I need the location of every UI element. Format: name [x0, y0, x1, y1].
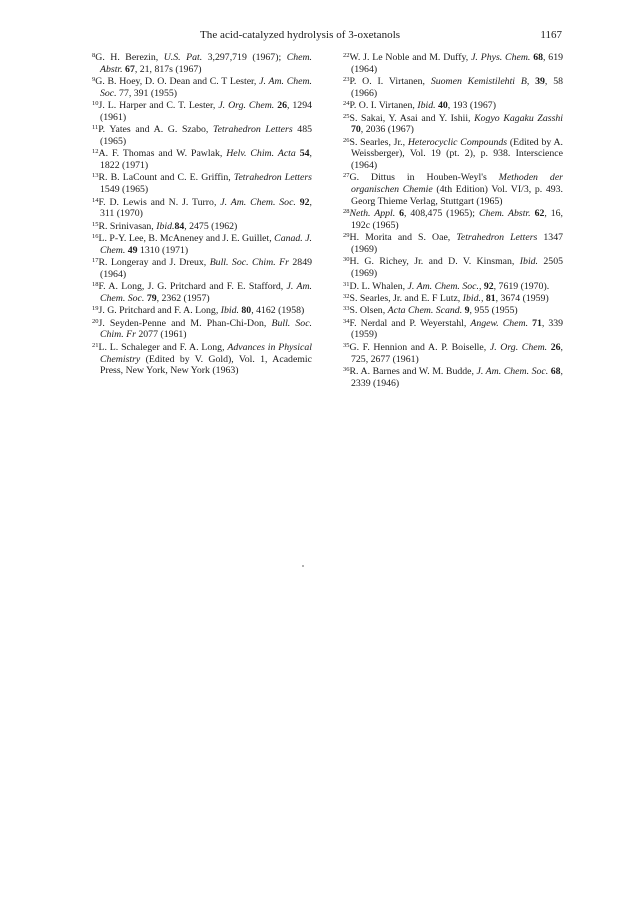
reference-title: J. Am. Chem. Soc. [476, 365, 549, 377]
reference-number: 10 [92, 100, 99, 108]
reference-text: W. J. Le Noble and M. Duffy, [349, 52, 472, 63]
reference-item [92, 257, 312, 280]
reference-title: Kogyo Kagaku Zasshi [474, 112, 563, 124]
reference-item [343, 100, 563, 112]
reference-number: 27 [343, 172, 350, 180]
reference-text: 1347 (1969) [351, 232, 563, 256]
reference-volume: 67 [125, 63, 135, 75]
reference-text: P. O. I. Virtanen, [349, 76, 431, 88]
reference-number: 32 [343, 292, 350, 300]
reference-title: Canad. J. Chem. [100, 233, 313, 256]
reference-text: S. Olsen, [349, 305, 388, 317]
reference-text: , 955 (1955) [469, 305, 518, 317]
reference-volume: 49 [127, 244, 138, 256]
reference-title: Ibid. [220, 305, 239, 317]
reference-title: Chem. Abstr. [100, 52, 312, 75]
reference-text: R. B. LaCount and C. E. Griffin, [98, 172, 234, 184]
reference-item [343, 52, 563, 75]
reference-item [92, 52, 312, 75]
reference-text: , 2362 (1957) [156, 292, 210, 304]
reference-title: Methoden der organischen Chemie [351, 172, 563, 196]
reference-number: 36 [343, 365, 350, 373]
reference-title: Tetrahedron Letters [213, 124, 293, 136]
reference-text: , 408,475 (1965); [404, 208, 479, 220]
reference-text: A. F. Thomas and W. Pawlak, [98, 148, 227, 160]
reference-text: , 1294 (1961) [100, 100, 313, 123]
reference-number: 31 [343, 280, 350, 288]
reference-item [343, 342, 563, 365]
reference-text: (Edited by V. Gold), Vol. 1, Academic Press, New York, New York (1963) [100, 353, 312, 377]
reference-text: , 311 (1970) [100, 196, 312, 220]
reference-text: , [526, 76, 536, 88]
references-left-column [92, 52, 312, 378]
reference-text: 485 (1965) [100, 124, 312, 147]
reference-volume: 6 [399, 208, 405, 220]
reference-text: 2077 (1961) [135, 329, 187, 341]
reference-item [343, 113, 563, 136]
reference-text: 3,297,719 (1967); [202, 52, 287, 63]
reference-number: 20 [92, 317, 99, 325]
reference-title: Heterocyclic Compounds [407, 136, 508, 148]
reference-title: J. Am. Chem. Soc. [220, 196, 296, 208]
reference-volume: 70 [351, 124, 361, 136]
reference-text: H. G. Richey, Jr. and D. V. Kinsman, [349, 256, 520, 268]
reference-volume: 9 [464, 305, 470, 317]
reference-number: 18 [92, 281, 99, 289]
reference-text: G. H. Berezin, [95, 52, 164, 63]
reference-number: 34 [343, 317, 350, 325]
reference-number: 30 [343, 256, 350, 264]
reference-text: , 619 (1964) [351, 52, 563, 75]
reference-item [92, 124, 312, 147]
reference-number: 14 [92, 196, 99, 204]
reference-text: P. Yates and A. G. Szabo, [98, 124, 214, 136]
reference-text: J. L. Harper and C. T. Lester, [98, 100, 219, 112]
reference-number: 35 [343, 341, 350, 349]
reference-title: Ibid. [417, 100, 436, 112]
reference-title: J. Phys. Chem. [471, 52, 531, 63]
reference-item [343, 305, 563, 317]
reference-title: U.S. Pat. [163, 52, 203, 63]
reference-item [343, 76, 563, 99]
reference-item [343, 256, 563, 279]
reference-text: R. Longeray and J. Dreux, [98, 257, 210, 269]
reference-number: 12 [92, 148, 99, 156]
reference-number: 11 [92, 124, 99, 132]
reference-text: S. Searles, Jr., [349, 136, 408, 148]
reference-title: Angew. Chem. [470, 317, 529, 329]
reference-item [92, 233, 312, 256]
reference-title: Advances in Physical Chemistry [100, 341, 312, 365]
reference-number: 25 [343, 112, 350, 120]
reference-title: Bull. Soc. Chim. Fr [100, 317, 312, 341]
reference-text: G. Dittus in Houben-Weyl's [349, 172, 499, 184]
reference-text: G. F. Hennion and A. P. Boiselle, [349, 341, 490, 353]
reference-number: 15 [92, 220, 99, 228]
reference-item [92, 197, 312, 220]
reference-volume: 68 [550, 365, 561, 377]
reference-title: Ibid. [156, 220, 175, 232]
reference-item [92, 305, 312, 317]
reference-title: Ibid. [519, 256, 539, 268]
reference-volume: 80 [241, 305, 252, 317]
reference-volume: 92 [483, 280, 494, 292]
reference-text: P. O. I. Virtanen, [349, 100, 418, 112]
reference-item [343, 208, 563, 231]
reference-item [92, 281, 312, 304]
reference-text: , 4162 (1958) [251, 305, 305, 317]
reference-item [343, 293, 563, 305]
reference-item [92, 318, 312, 341]
reference-text: 77, 391 (1955) [116, 87, 178, 99]
reference-text: H. Morita and S. Oae, [349, 232, 457, 244]
reference-volume: 26 [550, 341, 561, 353]
reference-text: S. Searles, Jr. and E. F Lutz, [349, 292, 463, 304]
reference-number: 22 [343, 52, 350, 59]
reference-text: J. G. Pritchard and F. A. Long, [98, 305, 221, 317]
reference-text: R. Srinivasan, [98, 220, 157, 232]
reference-text: G. B. Hoey, D. O. Dean and C. T Lester, [95, 76, 260, 88]
reference-title: J. Org. Chem. [489, 341, 548, 353]
reference-item [92, 100, 312, 123]
reference-volume: 68 [533, 52, 543, 63]
reference-text: , 339 (1959) [351, 317, 564, 341]
reference-text: F. Nerdal and P. Weyerstahl, [349, 317, 471, 329]
reference-number: 26 [343, 136, 350, 144]
reference-text: , 193 (1967) [447, 100, 496, 112]
reference-title: Neth. Appl. [349, 208, 396, 220]
reference-number: 21 [92, 341, 99, 349]
reference-number: 23 [343, 76, 350, 84]
reference-text: , 2339 (1946) [351, 365, 563, 389]
reference-number: 16 [92, 233, 99, 241]
reference-text: 2849 (1964) [100, 257, 312, 280]
reference-title: Chem. Abstr. [478, 208, 531, 220]
reference-item [343, 172, 563, 207]
reference-item [92, 342, 312, 377]
reference-volume: 84 [174, 220, 185, 232]
reference-number: 17 [92, 257, 99, 265]
reference-text: , 21, 817s (1967) [134, 63, 202, 75]
reference-text: L. L. Schaleger and F. A. Long, [98, 341, 228, 353]
reference-item [343, 366, 563, 389]
reference-title: J. Org. Chem. [218, 100, 275, 112]
reference-title: Acta Chem. Scand. [387, 305, 463, 317]
reference-title: J. Am. Chem. Soc. [407, 280, 479, 292]
reference-item [92, 76, 312, 99]
reference-title: Helv. Chim. Acta [226, 148, 296, 160]
reference-volume: 81 [485, 292, 496, 304]
reference-volume: 54 [299, 148, 310, 160]
reference-item [343, 137, 563, 172]
reference-item [92, 172, 312, 195]
reference-text: , 58 (1966) [351, 76, 563, 99]
reference-title: Ibid. [462, 292, 481, 304]
reference-item [343, 281, 563, 293]
reference-number: 29 [343, 232, 350, 240]
reference-text: 2505 (1969) [351, 256, 563, 280]
reference-title: J. Am. Chem. Soc. [100, 76, 313, 99]
reference-volume: 40 [438, 100, 448, 112]
reference-number: 13 [92, 172, 99, 180]
reference-number: 33 [343, 305, 350, 313]
running-title: The acid-catalyzed hydrolysis of 3-oxetanols [200, 29, 401, 41]
reference-text: , 2475 (1962) [184, 220, 238, 232]
reference-text: , [478, 280, 484, 292]
reference-volume: 26 [277, 100, 287, 112]
reference-volume: 79 [146, 292, 157, 304]
reference-text: , [480, 292, 486, 304]
reference-number: 28 [343, 208, 350, 216]
reference-text: J. Seyden-Penne and M. Phan-Chi-Don, [98, 317, 272, 329]
reference-item [343, 232, 563, 255]
reference-text: 1549 (1965) [100, 184, 149, 196]
reference-title: Bull. Soc. Chim. Fr [209, 257, 289, 269]
reference-item [92, 148, 312, 171]
reference-title: Suomen Kemistilehti B [430, 76, 527, 88]
reference-text: , 1822 (1971) [100, 148, 312, 172]
reference-item [92, 221, 312, 233]
reference-number: 9 [92, 76, 96, 84]
reference-text: D. L. Whalen, [349, 280, 408, 292]
reference-text: F. D. Lewis and N. J. Turro, [98, 196, 221, 208]
references-right-column [343, 52, 563, 390]
reference-text: R. A. Barnes and W. M. Budde, [349, 365, 477, 377]
reference-title: Tetrahedron Letters [456, 232, 538, 244]
reference-text: F. A. Long, J. G. Pritchard and F. E. Stafford, [98, 281, 287, 293]
reference-text: S. Sakai, Y. Asai and Y. Ishii, [349, 112, 475, 124]
reference-number: 8 [92, 52, 96, 59]
reference-text: , 3674 (1959) [495, 292, 549, 304]
reference-text: , 725, 2677 (1961) [351, 341, 563, 365]
reference-text: , 7619 (1970). [493, 280, 550, 292]
reference-text: , 2036 (1967) [360, 124, 414, 136]
reference-text: L. P-Y. Lee, B. McAneney and J. E. Guillet, [98, 233, 275, 245]
reference-text: , 16, 192c (1965) [351, 208, 563, 231]
reference-volume: 39 [535, 76, 545, 88]
page-number: 1167 [540, 29, 562, 41]
reference-volume: 71 [532, 317, 542, 329]
reference-title: Tetrahedron Letters [233, 172, 312, 184]
reference-number: 24 [343, 100, 350, 108]
reference-text: (Edited by A. Weissberger), Vol. 19 (pt. 2), p. 938. Interscience (1964) [351, 136, 563, 172]
reference-volume: 92 [299, 196, 310, 208]
page-header [88, 29, 562, 45]
reference-title: J. Am. Chem. Soc. [100, 281, 312, 304]
reference-text: (4th Edition) Vol. VI/3, p. 493. Georg Thieme Verlag, Stuttgart (1965) [351, 184, 563, 207]
stray-mark [302, 565, 304, 567]
reference-number: 19 [92, 305, 99, 313]
reference-item [343, 318, 563, 341]
reference-text: 1310 (1971) [137, 244, 189, 256]
reference-volume: 62 [534, 208, 545, 220]
